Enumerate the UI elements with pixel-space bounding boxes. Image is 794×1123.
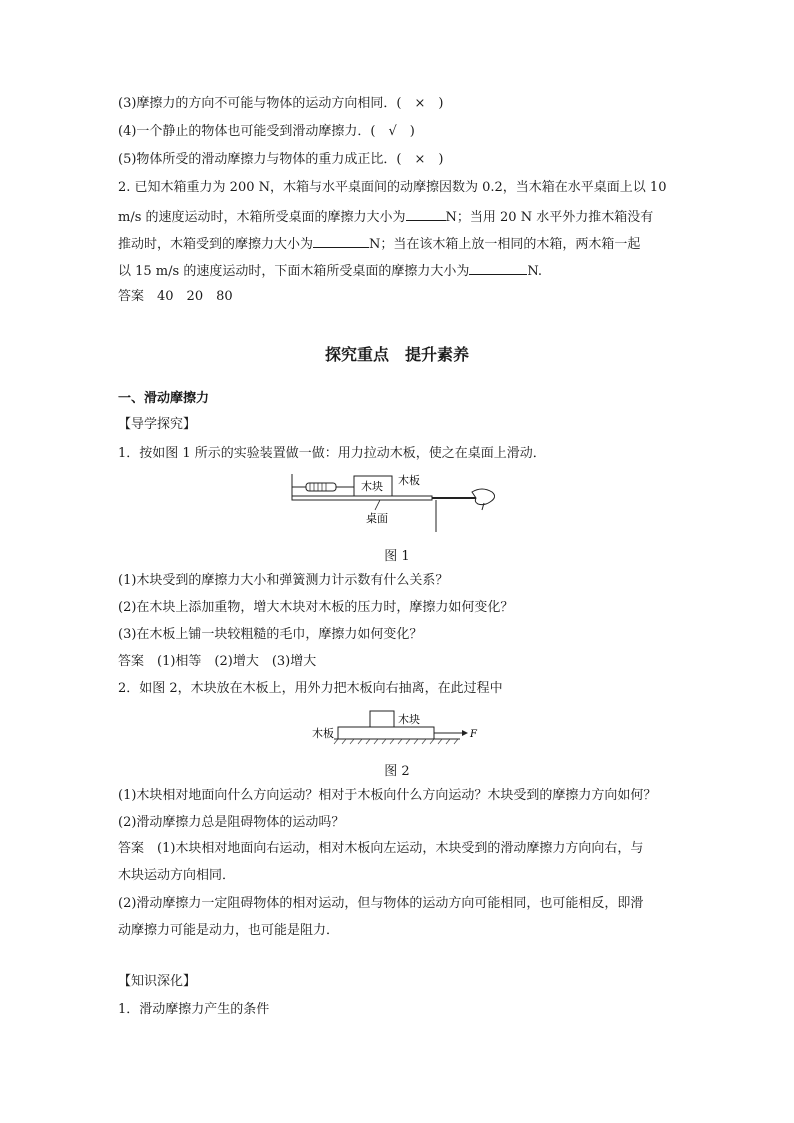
part-1-heading: 一、滑动摩擦力 [118,391,210,406]
problem-2-line-3-text: 推动时，木箱受到的摩擦力大小为 [118,237,314,252]
hand-icon [472,489,495,505]
question-2-2: (2)滑动摩擦力总是阻碍物体的运动吗？ [118,815,345,830]
answer-blank-2 [313,233,369,248]
problem-2-line-2 [118,206,653,227]
answer-blank-1 [406,206,446,221]
guided-inquiry-tag: 【导学探究】 [118,417,197,432]
question-1-1: (1)木块受到的摩擦力大小和弹簧测力计示数有什么关系？ [118,573,449,588]
question-1: 1．按如图 1 所示的实验装置做一做：用力拉动木板，使之在桌面上滑动． [118,446,546,461]
figure-2-block-label: 木块 [398,713,420,726]
figure-2-caption: 图 2 [384,764,410,779]
figure-1-board-label: 木板 [398,474,420,487]
answer-2-line-3: (2)滑动摩擦力一定阻碍物体的相对运动，但与物体的运动方向可能相同，也可能相反，即滑 [118,896,644,911]
section-title: 探究重点 提升素养 [324,345,469,364]
problem-2-line-4-tail: N. [527,264,543,279]
knowledge-deepening-tag: 【知识深化】 [118,974,197,989]
question-2-1: (1)木块相对地面向什么方向运动？相对于木板向什么方向运动？木块受到的摩擦力方向如何？ [118,788,657,803]
problem-2-line-3-tail: N；当在该木箱上放一相同的木箱，两木箱一起 [369,237,641,252]
knowledge-item-1: 1．滑动摩擦力产生的条件 [118,1002,270,1017]
figure-2-board-label: 木板 [312,727,334,740]
figure-2-board [338,727,434,739]
figure-1-caption: 图 1 [384,549,410,564]
review-item-5: (5)物体所受的滑动摩擦力与物体的重力成正比．( × ) [118,152,444,167]
figure-2-diagram [310,705,490,749]
figure-1-board [292,496,432,500]
figure-2-force-label: F [470,729,477,740]
figure-1-diagram [290,470,510,532]
problem-2-line-4 [118,260,542,281]
problem-2-line-1: 2. 已知木箱重力为 200 N，木箱与水平桌面间的动摩擦因数为 0.2，当木箱在水平桌面上以 10 [118,180,667,195]
answer-1: 答案 (1)相等 (2)增大 (3)增大 [118,654,317,669]
problem-2-line-2-tail: N；当用 20 N 水平外力推木箱没有 [445,210,654,225]
question-1-3: (3)在木板上铺一块较粗糙的毛巾，摩擦力如何变化？ [118,627,423,642]
answer-blank-3 [469,260,527,275]
problem-2-line-2-text: m/s 的速度运动时，木箱所受桌面的摩擦力大小为 [118,210,406,225]
problem-2-answer: 答案 40 20 80 [118,289,233,304]
question-2: 2．如图 2，木块放在木板上，用外力把木板向右抽离，在此过程中 [118,681,503,696]
answer-2-line-2: 木块运动方向相同． [118,868,236,883]
answer-2-line-1: 答案 (1)木块相对地面向右运动，相对木板向左运动，木块受到的滑动摩擦力方向向右，与 [118,841,644,856]
problem-2-line-3 [118,233,640,254]
figure-2-block [370,711,394,727]
review-item-4: (4)一个静止的物体也可能受到滑动摩擦力．( √ ) [118,124,415,139]
figure-1-table-label: 桌面 [366,512,388,525]
answer-2-line-4: 动摩擦力可能是动力，也可能是阻力． [118,923,340,938]
figure-1-block-label: 木块 [361,480,383,493]
problem-2-line-4-text: 以 15 m/s 的速度运动时，下面木箱所受桌面的摩擦力大小为 [118,264,470,279]
review-item-3: (3)摩擦力的方向不可能与物体的运动方向相同．( × ) [118,96,444,111]
question-1-2: (2)在木块上添加重物，增大木块对木板的压力时，摩擦力如何变化？ [118,600,514,615]
